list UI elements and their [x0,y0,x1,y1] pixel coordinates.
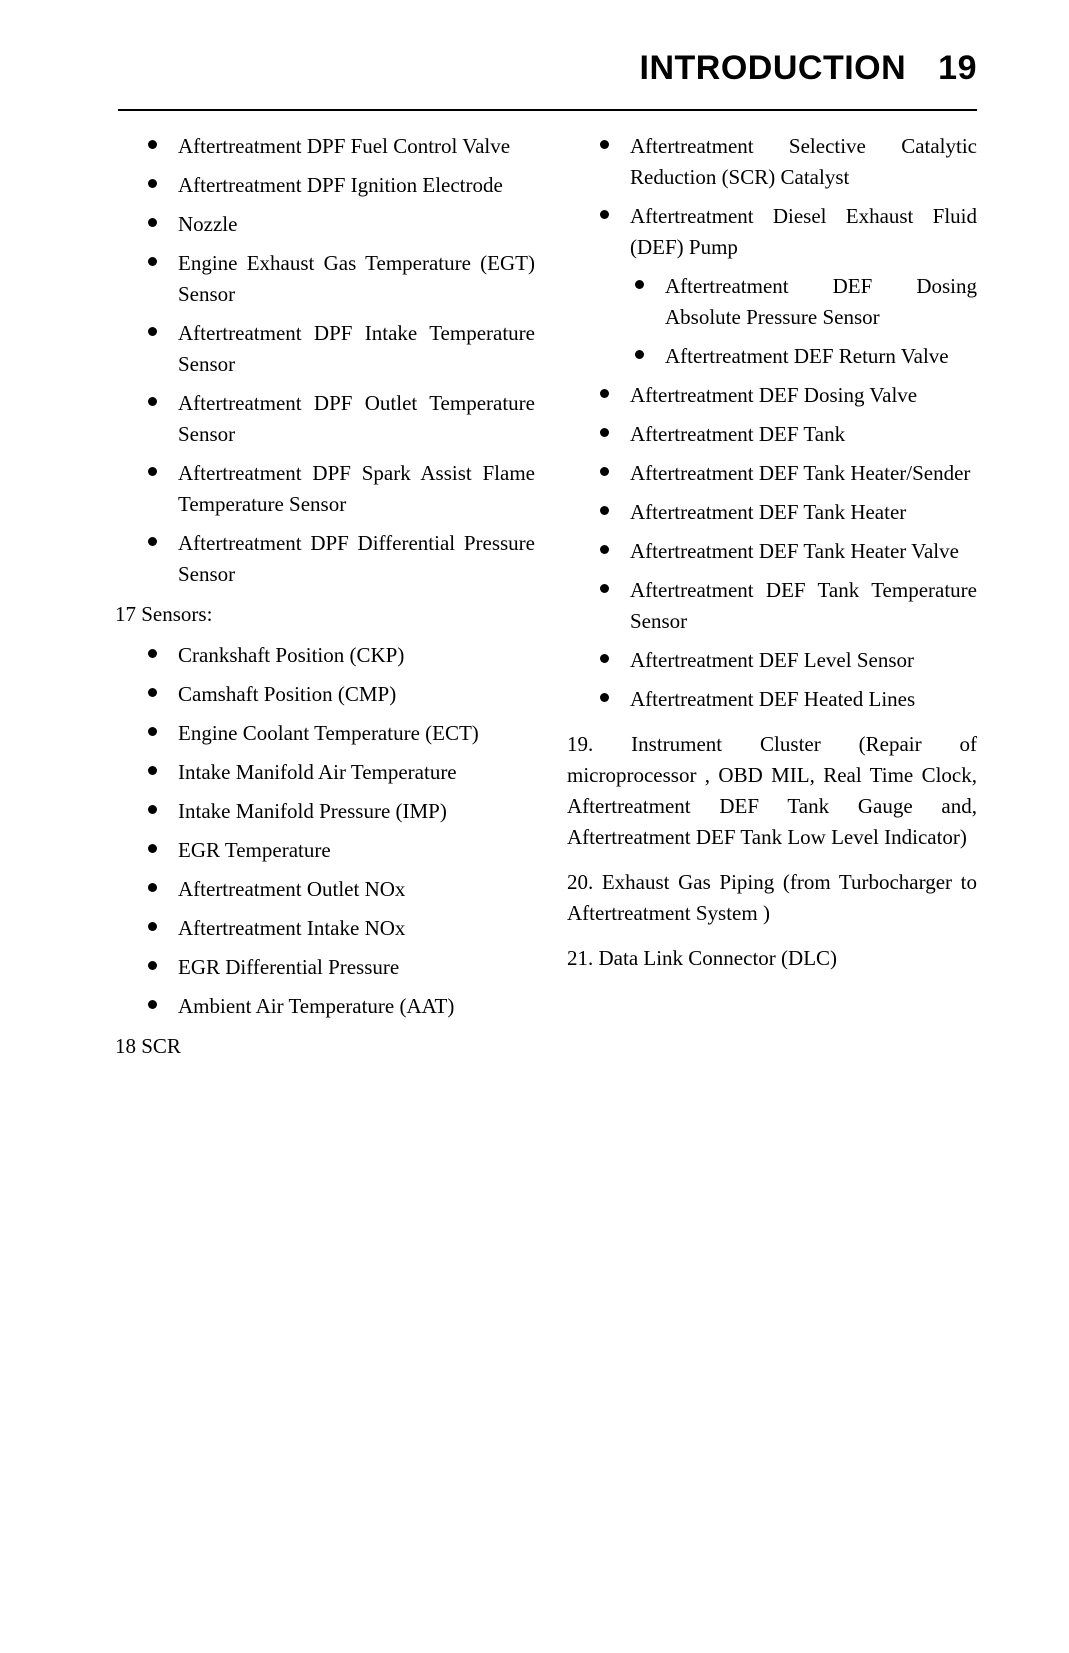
bullet-icon [635,350,644,359]
list-item-text: Aftertreatment DEF Tank Heater [630,500,907,525]
list-item [148,796,535,827]
bullet-icon [600,654,609,663]
component-bullet-list [115,131,535,590]
list-item [600,380,977,411]
page-number: 19 [938,49,977,87]
list-item [148,458,535,520]
scr-bullet-list [567,131,977,715]
list-item-text: Aftertreatment DEF Tank Heater Valve [630,539,959,564]
numbered-paragraph: 21. Data Link Connector (DLC) [567,946,838,971]
content-columns [115,131,977,1072]
bullet-icon [148,844,157,853]
list-item-text: Aftertreatment DEF Tank Heater/Sender [630,461,971,486]
list-item [600,201,977,263]
list-item [600,419,977,450]
page-title [115,50,977,87]
list-item [600,645,977,676]
bullet-icon [148,1000,157,1009]
list-item-text: Aftertreatment DEF Level Sensor [630,648,914,673]
list-item [600,131,977,193]
list-item [148,835,535,866]
bullet-icon [148,179,157,188]
list-item [148,913,535,944]
chapter-title: INTRODUCTION [639,49,907,87]
list-item-text: Aftertreatment DPF Ignition Electrode [178,173,503,198]
list-item [148,874,535,905]
list-item-text: Aftertreatment DEF Dosing Absolute Pressure Sensor [665,274,977,330]
list-item [148,209,535,240]
list-item [148,718,535,749]
bullet-icon [148,218,157,227]
list-item-text: Aftertreatment DPF Outlet Temperature Sensor [178,391,535,447]
list-item [600,684,977,715]
bullet-icon [148,922,157,931]
numbered-paragraph: 19. Instrument Cluster (Repair of microprocessor , OBD MIL, Real Time Clock, Aftertreatment DEF Tank Gauge and, Aftertreatment DEF Tank Low Level Indicator) [567,732,977,850]
bullet-icon [600,140,609,149]
list-item [148,248,535,310]
bullet-icon [600,210,609,219]
list-item-text: Aftertreatment DEF Return Valve [665,344,949,369]
bullet-icon [600,428,609,437]
bullet-icon [600,467,609,476]
list-item [148,952,535,983]
list-item-text: Aftertreatment Intake NOx [178,916,406,941]
bullet-icon [148,537,157,546]
bullet-icon [148,688,157,697]
list-item [600,458,977,489]
bullet-icon [148,140,157,149]
list-item-text: EGR Differential Pressure [178,955,400,980]
list-item-text: Aftertreatment DEF Dosing Valve [630,383,918,408]
page-header [115,50,977,111]
list-item-text: Aftertreatment Outlet NOx [178,877,406,902]
list-item [148,991,535,1022]
numbered-heading-17: 17 Sensors: [115,602,213,627]
list-item [148,318,535,380]
sensor-bullet-list [115,640,535,1022]
numbered-paragraph: 20. Exhaust Gas Piping (from Turbocharger to Aftertreatment System ) [567,870,977,926]
list-item-text: Aftertreatment DPF Intake Temperature Sensor [178,321,535,377]
list-item-text: Engine Coolant Temperature (ECT) [178,721,479,746]
list-item [600,575,977,637]
list-item-text: Ambient Air Temperature (AAT) [178,994,455,1019]
list-item-text: Aftertreatment DEF Tank Temperature Sensor [630,578,977,634]
bullet-icon [148,397,157,406]
list-item-text: Nozzle [178,212,238,237]
list-item [148,528,535,590]
bullet-icon [600,506,609,515]
list-item [148,131,535,162]
bullet-icon [635,280,644,289]
list-item-text: Intake Manifold Air Temperature [178,760,457,785]
bullet-icon [600,584,609,593]
list-item-text: EGR Temperature [178,838,331,863]
bullet-icon [148,649,157,658]
bullet-icon [148,883,157,892]
bullet-icon [148,467,157,476]
bullet-icon [600,693,609,702]
list-item [600,536,977,567]
bullet-icon [148,961,157,970]
list-item [635,341,977,372]
list-item-text: Aftertreatment Selective Catalytic Reduction (SCR) Catalyst [630,134,977,190]
bullet-icon [148,805,157,814]
right-column [567,131,977,1072]
list-item-text: Aftertreatment DPF Spark Assist Flame Temperature Sensor [178,461,535,517]
list-item-text: Crankshaft Position (CKP) [178,643,405,668]
bullet-icon [148,257,157,266]
list-item-text: Aftertreatment DPF Differential Pressure Sensor [178,531,535,587]
header-rule [118,109,977,111]
numbered-paragraphs [567,729,977,974]
list-item-text: Aftertreatment DEF Heated Lines [630,687,916,712]
list-item-text: Aftertreatment DPF Fuel Control Valve [178,134,511,159]
bullet-icon [600,389,609,398]
bullet-icon [148,327,157,336]
list-item [148,679,535,710]
bullet-icon [148,727,157,736]
list-item-text: Engine Exhaust Gas Temperature (EGT) Sensor [178,251,535,307]
list-item [600,497,977,528]
list-item [148,388,535,450]
list-item [635,271,977,333]
list-item [148,757,535,788]
list-item [148,170,535,201]
list-item-text: Camshaft Position (CMP) [178,682,397,707]
bullet-icon [148,766,157,775]
left-column [115,131,535,1072]
list-item-text: Aftertreatment Diesel Exhaust Fluid (DEF) Pump [630,204,977,260]
list-item-text: Intake Manifold Pressure (IMP) [178,799,447,824]
list-item-text: Aftertreatment DEF Tank [630,422,846,447]
numbered-heading-18: 18 SCR [115,1034,181,1059]
bullet-icon [600,545,609,554]
list-item [148,640,535,671]
